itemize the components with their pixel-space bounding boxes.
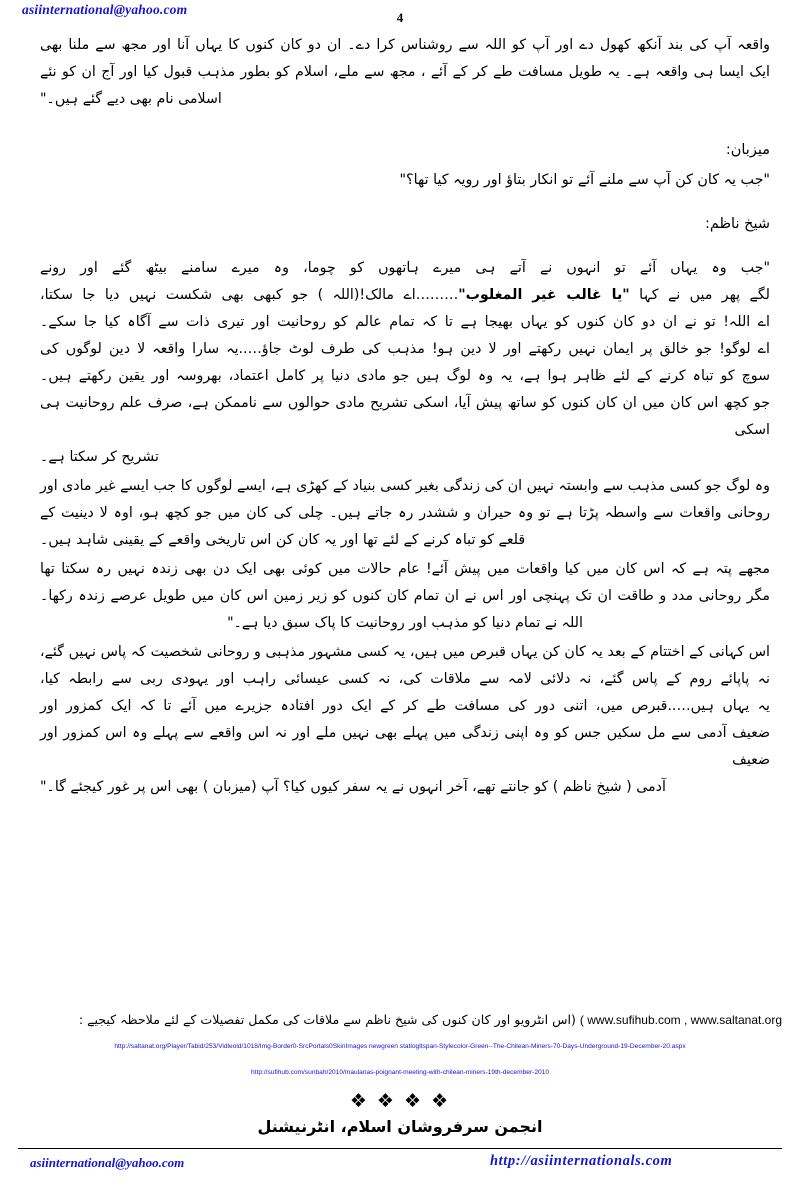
- footer-website[interactable]: http://asiinternationals.com: [490, 1153, 673, 1169]
- speaker-label-shaykh: شیخ ناظم:: [704, 216, 770, 232]
- ornament-separator: ❖ ❖ ❖ ❖: [349, 1090, 451, 1112]
- spacer: [40, 241, 770, 255]
- speaker-label-host: میزبان:: [725, 142, 770, 158]
- paragraph-2-line-2: [40, 282, 770, 309]
- paragraph-2-line-4: اے لوگو! جو خالق پر ایمان نہیں رکھتے اور لا دین ہو! مذہب کی طرف لوٹ جاؤ…..یہ سارا واقعہ لا دین لوگوں کی: [40, 341, 770, 357]
- paragraph-3-line-2: روحانی واقعات سے واسطہ پڑتا ہے تو وہ حیران و ششدر رہ جاتے ہیں۔ چلی کی کان میں جو کچھ ہو، اوہ لا دینیت کے: [40, 505, 770, 521]
- paragraph-3-line-1: وہ لوگ جو کسی مذہب سے وابستہ نہیں ان کی زندگی بغیر کسی بنیاد کے کھڑی ہے، ایسے لوگوں کا جب ایسے غیر مادی اور: [40, 478, 770, 494]
- footer-divider: [18, 1148, 782, 1149]
- paragraph-1: [40, 32, 770, 113]
- paragraph-2-line-3: اے اللہ! تو نے ان دو کان کنوں کو یہاں بھیجا ہے تا کہ تمام عالم کو روحانیت اور تیری ذات سے آگاہ کیا جا سکے۔: [40, 314, 770, 330]
- host-question: "جب یہ کان کن آپ سے ملنے آئے تو انکار بتاؤ اور رویہ کیا تھا؟": [399, 172, 770, 188]
- paragraph-5-line-1: اس کہانی کے اختتام کے بعد یہ کان کن یہاں قبرص میں ہیں، یہ کسی مشہور مذہبی و روحانی شخصیت کہ پاس نہیں گئے،: [40, 644, 770, 660]
- reference-sites: ( www.sufihub.com , www.saltanat.org: [579, 1013, 782, 1027]
- reference-note: [18, 1012, 782, 1027]
- page-number: 4: [396, 10, 404, 25]
- paragraph-1-line-1: واقعہ آپ کی بند آنکھ کھول دے اور آپ کو اللہ سے روشناس کرا دے۔ ان دو کان کنوں کا یہاں آنا اور مجھ سے ملنا بھی: [40, 37, 770, 53]
- source-url-2[interactable]: http://sufihub.com/sunbah/2010/maulanas-poignant-meeting-with-chilean-miners-19th-december-2010: [251, 1069, 549, 1076]
- paragraph-1-line-2: ایک ایسا ہی واقعہ ہے۔ یہ طویل مسافت طے کر کے آئے ، مجھ سے ملے، اسلام کو بطور مذہب قبول کیا اور آج ان کو نئے: [40, 64, 770, 80]
- paragraph-5-line-3: یہ یہاں ہیں…..قبرص میں، اتنی دور کی مسافت طے کر کے ایک دور افتادہ جزیرے میں آئے تا کہ ایک کمزور اور: [40, 698, 770, 714]
- paragraph-5-line-4: ضعیف آدمی سے مل سکیں جس کو وہ اپنی زندگی میں پہلے بھی نہیں ملے اور نہ اس واقعے سے پہلے وہ اس کمزور اور ضعیف: [40, 725, 770, 768]
- p2-line2-post: ………اے مالک!(اللہ ) جو کبھی بھی شکست نہیں دیا جا سکتا،: [40, 287, 459, 303]
- paragraph-4-line-1: مجھے پتہ ہے کہ اس کان میں کیا واقعات میں پیش آئے! عام حالات میں کوئی بھی ایک دن بھی زندہ نہیں رہ سکتا تھا: [40, 561, 770, 577]
- paragraph-5-line-5: آدمی ( شیخ ناظم ) کو جانتے تھے، آخر انہوں نے یہ سفر کیوں کیا؟ آپ (میزبان ) بھی اس پر غور کیجئے گا۔": [40, 779, 666, 795]
- reference-urdu-text: (اس انٹرویو اور کان کنوں کی شیخ ناظم سے ملاقات کی مکمل تفصیلات کے لئے ملاحظہ کیجیے :: [78, 1012, 576, 1027]
- document-body: [40, 32, 770, 803]
- paragraph-3-line-3: قلعے کو تباہ کرنے کے لئے تھا اور یہ کان کن اس تاریخی واقعے کے یقینی شاہد ہیں۔: [40, 532, 526, 548]
- paragraph-2: [40, 255, 770, 471]
- source-url-1[interactable]: http://saltanat.org/Player/Tabid/253/Vidleold/1018/Img-Border0-SrcPortals0SkinImages newgreen statlogltspan-Stylecolor-Green--The-Chilean-Miners-70-Days-Underground-19-December-20.aspx: [114, 1043, 686, 1050]
- paragraph-4-line-2: مگر روحانی مدد و طاقت ان تک پہنچی اور اس نے ان تمام کان کنوں کو زیر زمین اس کان میں طویل عرصے زندہ رکھا۔: [40, 588, 770, 604]
- header-email: asiinternational@yahoo.com: [22, 2, 188, 17]
- arabic-invocation: "یا غالب غیر المغلوب": [458, 287, 630, 303]
- paragraph-5-line-2: نہ پاپائے روم کے پاس گئے، نہ دلائی لامہ سے ملاقات کی، نہ کسی عیسائی راہب اور یہودی ربی سے رابطہ کیا،: [40, 671, 770, 687]
- paragraph-1-line-3: اسلامی نام بھی دیے گئے ہیں۔": [40, 91, 222, 107]
- paragraph-2-line-7: تشریح کر سکتا ہے۔: [40, 449, 159, 465]
- paragraph-3: [40, 473, 770, 554]
- paragraph-4: [40, 556, 770, 637]
- spacer: [40, 115, 770, 129]
- organization-name: انجمن سرفروشان اسلام، انٹرنیشنل: [257, 1117, 543, 1136]
- paragraph-2-line-6: جو کچھ اس کان میں ان کان کنوں کو ساتھ پیش آیا، اسکی تشریح مادی حوالوں سے ناممکن ہے، صرف علم روحانیت ہی اسکی: [40, 395, 770, 438]
- paragraph-2-line-5: سوچ کو تباہ کرنے کے لئے ظاہر ہوا ہے، یہ وہ لوگ ہیں جو مادی دنیا پر کامل اعتماد، بھروسہ اور یقین رکھتے ہیں۔: [40, 368, 770, 384]
- paragraph-5: [40, 639, 770, 801]
- paragraph-4-line-3: اللہ نے تمام دنیا کو مذہب اور روحانیت کا پاک سبق دیا ہے۔": [227, 615, 583, 631]
- spacer: [40, 195, 770, 203]
- paragraph-2-line-1: "جب وہ یہاں آئے تو انہوں نے آتے ہی میرے ہاتھوں کو چوما، وہ میرے سامنے بیٹھ گئے اور رونے: [40, 260, 770, 276]
- footer-email[interactable]: asiinternational@yahoo.com: [30, 1155, 185, 1170]
- p2-line2-pre: لگے پھر میں نے کہا: [629, 287, 771, 303]
